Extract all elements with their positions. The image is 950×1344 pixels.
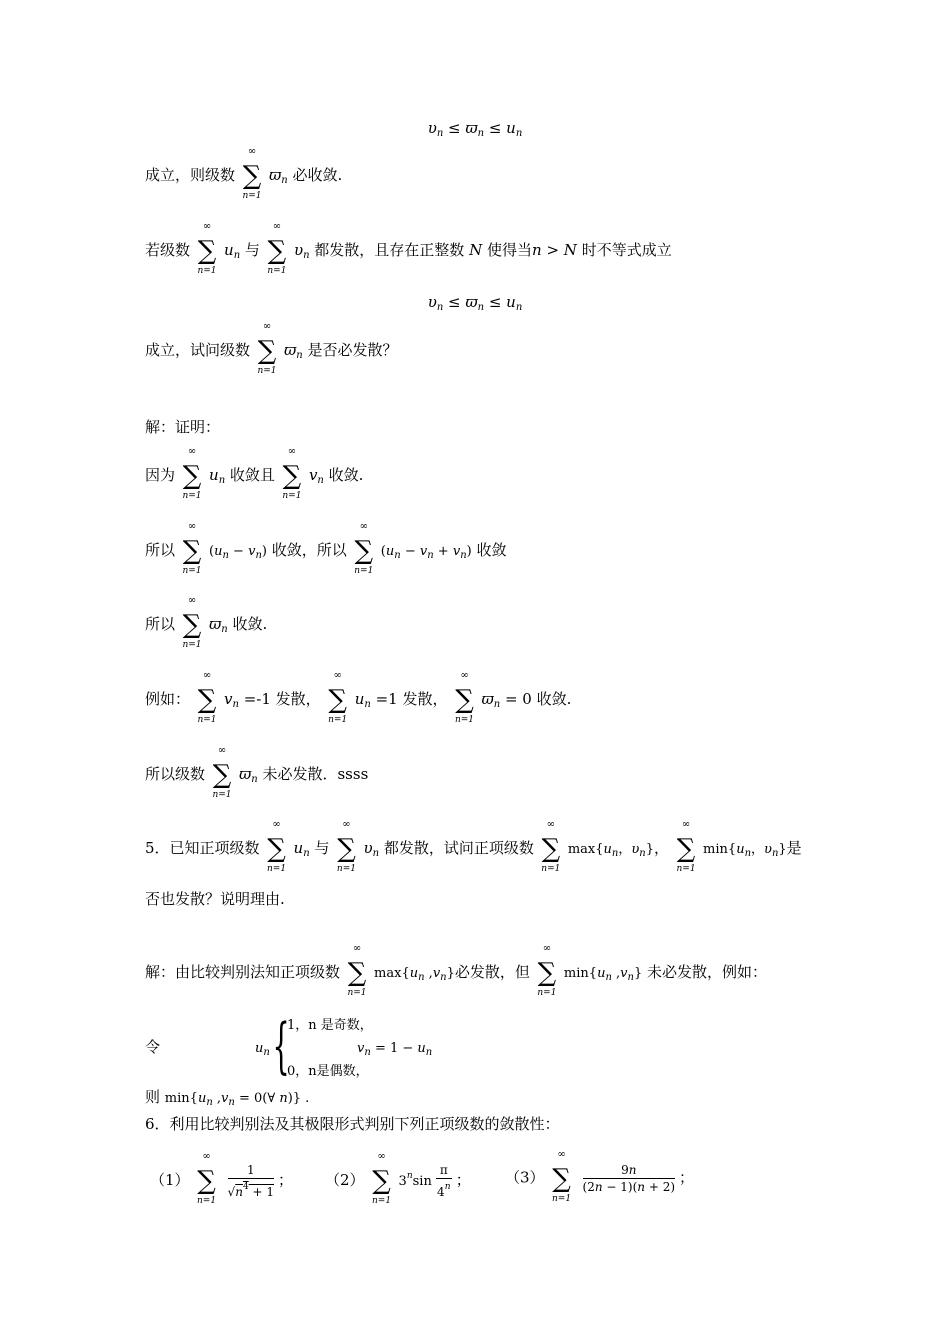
text-line-question: 成立，试问级数 ∞ ∑ n=1 $ϖ_n$ 是否必发散？ xyxy=(145,321,398,376)
case-odd: 1，n 是奇数， xyxy=(287,1018,373,1033)
problem-3: （3） ∞ ∑ n=1 $\frac{9n}{(2n - 1)(n + 2)}$ ； xyxy=(505,1148,695,1204)
solution-line-2: 所以 ∞ ∑ n=1 $(u_n - v_n)$ 收敛，所以 ∞ ∑ n=1 $(u_n - v_n + v_n)$ 收敛 xyxy=(145,521,507,576)
then-line: 则 $\min\{u_n$ $,v_n$ = 0(∀ n)} . xyxy=(145,1088,310,1108)
conclusion-line: 所以级数 ∞ ∑ n=1 $ϖ_n$ 未必发散．ssss xyxy=(145,745,369,800)
inequality-2: $\upsilon_n \le ϖ_n \le u_n$ xyxy=(427,293,523,313)
example-line: 例如： ∞ ∑ n=1 $v_n =-1$ 发散， ∞ ∑ n=1 $u_n =1$ 发散， ∞ ∑ n=1 $ϖ_n = 0$ 收敛. xyxy=(145,670,572,725)
question-6: 6．利用比较判别法及其极限形式判别下列正项级数的敛散性： xyxy=(145,1115,560,1133)
brace-icon: { xyxy=(272,1011,290,1081)
inequality-1: $\upsilon_n \le ϖ_n \le u_n$ xyxy=(427,119,523,139)
un-symbol: $u_n$ xyxy=(255,1041,270,1058)
case-even: 0，n是偶数， xyxy=(287,1064,369,1079)
problem-1: （1） ∞ ∑ n=1 $\frac{1}{√n^4 + 1}$ ； xyxy=(150,1151,294,1206)
solution-line-3: 所以 ∞ ∑ n=1 $ϖ_n$ 收敛. xyxy=(145,595,268,650)
let-label: 令 xyxy=(145,1038,161,1056)
answer-5: 解：由比较判别法知正项级数 ∞ ∑ n=1 $\max\{u_n$ $,v_n$}必发散，但 ∞ ∑ n=1 $\min\{u_n$ $,v_n$} 未必发散，例如： xyxy=(145,943,768,998)
text-line-divergent: 若级数 ∞ ∑ n=1 $u_n$ 与 ∞ ∑ n=1 $\upsilon_n$ 都发散，且存在正整数 N 使得当n > N 时不等式成立 xyxy=(145,221,672,276)
solution-heading: 解：证明： xyxy=(145,418,221,436)
solution-line-1: 因为 ∞ ∑ n=1 $u_n$ 收敛且 ∞ ∑ n=1 $v_n$ 收敛. xyxy=(145,446,364,501)
question-5-cont: 否也发散？说明理由. xyxy=(145,890,285,908)
question-5: 5．已知正项级数 ∞ ∑ n=1 $u_n$ 与 ∞ ∑ n=1 $\upsilon_n$ 都发散，试问正项级数 ∞ ∑ n=1 $\max\{u_n$，$\upsilon_n$}， ∞ ∑ n=1 $\min\{u_n$，$\upsilon_n$}是 xyxy=(145,819,802,874)
vn-definition: $v_n = 1 - u_n$ xyxy=(357,1041,433,1058)
text-line-converge: 成立，则级数 ∞ ∑ n=1 $ϖ_n$ 必收敛. xyxy=(145,146,343,201)
problem-2: （2） ∞ ∑ n=1 3$^n$sin $\frac{\pi}{4^n}$ ； xyxy=(325,1151,471,1206)
